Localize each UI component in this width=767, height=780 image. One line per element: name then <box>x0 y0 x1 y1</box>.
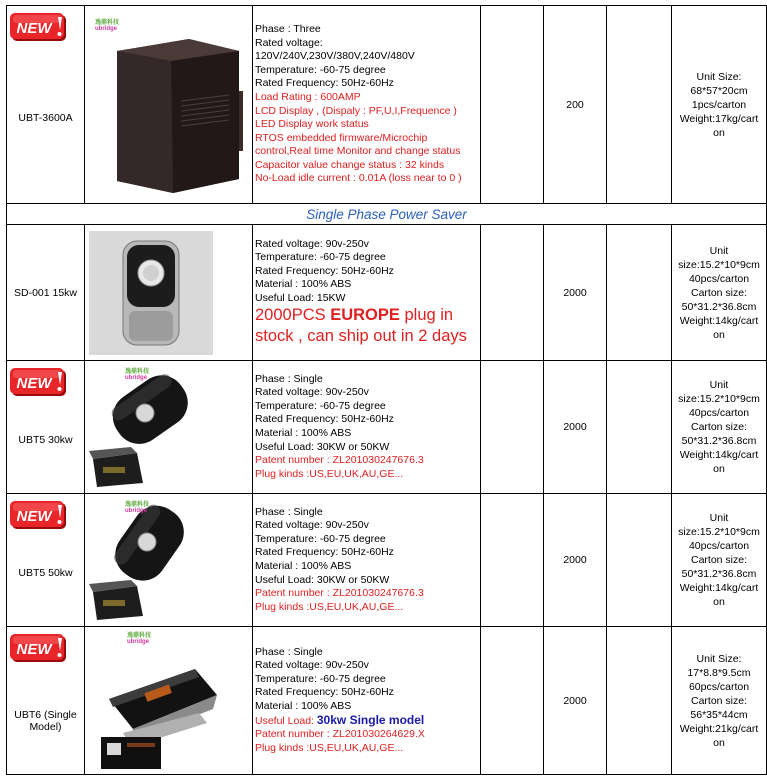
spec-line: Patent number : ZL201030264629.X <box>255 728 425 741</box>
model-cell <box>7 225 85 361</box>
empty-cell <box>481 494 544 627</box>
spec-line: Useful Load: 15KW <box>255 291 346 304</box>
spec-line: RTOS embedded firmware/Microchip <box>255 131 428 144</box>
power-cabinet-image <box>89 11 249 201</box>
spec-line: Phase : Three <box>255 22 321 35</box>
model-name: UBT5 30kw <box>18 434 73 446</box>
product-table <box>6 5 767 775</box>
spec-line: Temperature: -60-75 degree <box>255 251 386 264</box>
empty-cell <box>607 6 672 204</box>
spec-cell <box>253 494 481 627</box>
spec-line: Rated voltage: 90v-250v <box>255 659 369 672</box>
section-title: Single Phase Power Saver <box>7 204 767 225</box>
spec-line: Useful Load: 30KW or 50KW <box>255 573 390 586</box>
new-badge-icon <box>10 367 70 399</box>
ubridge-logo: 逸鼎科技 ubridge <box>95 20 120 32</box>
table-row <box>7 225 767 361</box>
quantity-cell: 2000 <box>544 627 607 775</box>
spec-line: LED Display work status <box>255 118 369 131</box>
spec-line: Rated Frequency: 50Hz-60Hz <box>255 546 394 559</box>
new-badge-icon <box>10 12 70 44</box>
quantity-cell: 2000 <box>544 361 607 494</box>
spec-line: Rated voltage: <box>255 36 323 49</box>
new-badge-icon <box>10 633 70 665</box>
spec-line: Material : 100% ABS <box>255 700 352 712</box>
spec-line: Patent number : ZL201030247676.3 <box>255 587 424 600</box>
spec-line: No-Load idle current : 0.01A (loss near to 0 ) <box>255 172 462 185</box>
model-cell <box>7 361 85 494</box>
spec-line: Material : 100% ABS <box>255 427 352 439</box>
image-cell <box>85 225 253 361</box>
empty-cell <box>481 627 544 775</box>
model-cell <box>7 627 85 775</box>
model-name: UBT5 50kw <box>18 567 73 579</box>
spec-line: Rated Frequency: 50Hz-60Hz <box>255 686 394 699</box>
spec-cell <box>253 6 481 204</box>
ubt6-device-image <box>87 629 247 773</box>
empty-cell <box>607 225 672 361</box>
empty-cell <box>607 361 672 494</box>
table-row <box>7 6 767 204</box>
spec-line: Load Rating : 600AMP <box>255 90 361 103</box>
image-cell <box>85 6 253 204</box>
image-cell <box>85 494 253 627</box>
spec-line: Rated voltage: 90v-250v <box>255 519 369 532</box>
image-cell <box>85 361 253 494</box>
spec-line: Patent number : ZL201030247676.3 <box>255 454 424 467</box>
empty-cell <box>607 494 672 627</box>
ubridge-logo: 逸鼎科技 ubridge <box>125 369 150 381</box>
model-name: UBT-3600A <box>18 111 73 124</box>
spec-line: Temperature: -60-75 degree <box>255 63 386 76</box>
section-header-row <box>7 204 767 225</box>
ubridge-logo: 逸鼎科技 ubridge <box>127 633 152 645</box>
spec-line: Temperature: -60-75 degree <box>255 672 386 685</box>
spec-line: Capacitor value change status : 32 kinds <box>255 158 445 171</box>
power-saver-plug-image <box>89 229 249 357</box>
spec-cell <box>253 225 481 361</box>
image-cell <box>85 627 253 775</box>
spec-line: Temperature: -60-75 degree <box>255 532 386 545</box>
spec-line: Rated Frequency: 50Hz-60Hz <box>255 413 394 426</box>
empty-cell <box>481 361 544 494</box>
spec-cell <box>253 361 481 494</box>
spec-line: 120V/240V,230V/380V,240V/480V <box>255 50 415 63</box>
ubt5-device-image <box>87 496 247 624</box>
spec-line: Plug kinds :US,EU,UK,AU,GE... <box>255 467 404 480</box>
spec-line: control,Real time Monitor and change status <box>255 145 461 158</box>
quantity-cell: 2000 <box>544 494 607 627</box>
model-cell <box>7 494 85 627</box>
table-row <box>7 361 767 494</box>
spec-line: Material : 100% ABS <box>255 278 352 291</box>
spec-line: LCD Display , (Dispaly : PF,U,I,Frequence ) <box>255 104 457 117</box>
spec-line: Plug kinds :US,EU,UK,AU,GE... <box>255 741 404 754</box>
spec-line: Useful Load: 30KW or 50KW <box>255 440 390 453</box>
model-name: UBT6 (Single Model) <box>14 708 77 733</box>
spec-cell <box>253 627 481 775</box>
stock-note: 2000PCS EUROPE plug in stock , can ship out in 2 days <box>255 306 467 346</box>
spec-line: Temperature: -60-75 degree <box>255 399 386 412</box>
spec-line: Phase : Single <box>255 372 323 385</box>
quantity-cell: 200 <box>544 6 607 204</box>
spec-line: Material : 100% ABS <box>255 560 352 572</box>
empty-cell <box>481 6 544 204</box>
spec-line: Phase : Single <box>255 645 323 658</box>
packing-cell: Unit size:15.2*10*9cm 40pcs/carton Carton size: 50*31.2*36.8cm Weight:14kg/cart on <box>672 225 767 361</box>
packing-cell: Unit Size: 68*57*20cm 1pcs/carton Weight:17kg/cart on <box>672 6 767 204</box>
spec-line: Rated Frequency: 50Hz-60Hz <box>255 264 394 277</box>
packing-cell: Unit size:15.2*10*9cm 40pcs/carton Carton size: 50*31.2*36.8cm Weight:14kg/cart on <box>672 494 767 627</box>
packing-cell: Unit Size: 17*8.8*9.5cm 60pcs/carton Carton size: 56*35*44cm Weight:21kg/cart on <box>672 627 767 775</box>
model-cell <box>7 6 85 204</box>
spec-line: Plug kinds :US,EU,UK,AU,GE... <box>255 600 404 613</box>
spec-line: Phase : Single <box>255 505 323 518</box>
spec-line: Rated voltage: 90v-250v <box>255 386 369 399</box>
ubt5-device-image <box>87 363 247 491</box>
table-row <box>7 627 767 775</box>
empty-cell <box>481 225 544 361</box>
ubridge-logo: 逸鼎科技 ubridge <box>125 502 150 514</box>
quantity-cell: 2000 <box>544 225 607 361</box>
useful-load-line: Useful Load: 30kw Single model <box>255 712 425 727</box>
new-badge-icon <box>10 500 70 532</box>
table-row <box>7 494 767 627</box>
empty-cell <box>607 627 672 775</box>
packing-cell: Unit size:15.2*10*9cm 40pcs/carton Carton size: 50*31.2*36.8cm Weight:14kg/cart on <box>672 361 767 494</box>
model-name: SD-001 15kw <box>13 286 78 299</box>
spec-line: Rated voltage: 90v-250v <box>255 237 369 250</box>
spec-line: Rated Frequency: 50Hz-60Hz <box>255 77 394 90</box>
